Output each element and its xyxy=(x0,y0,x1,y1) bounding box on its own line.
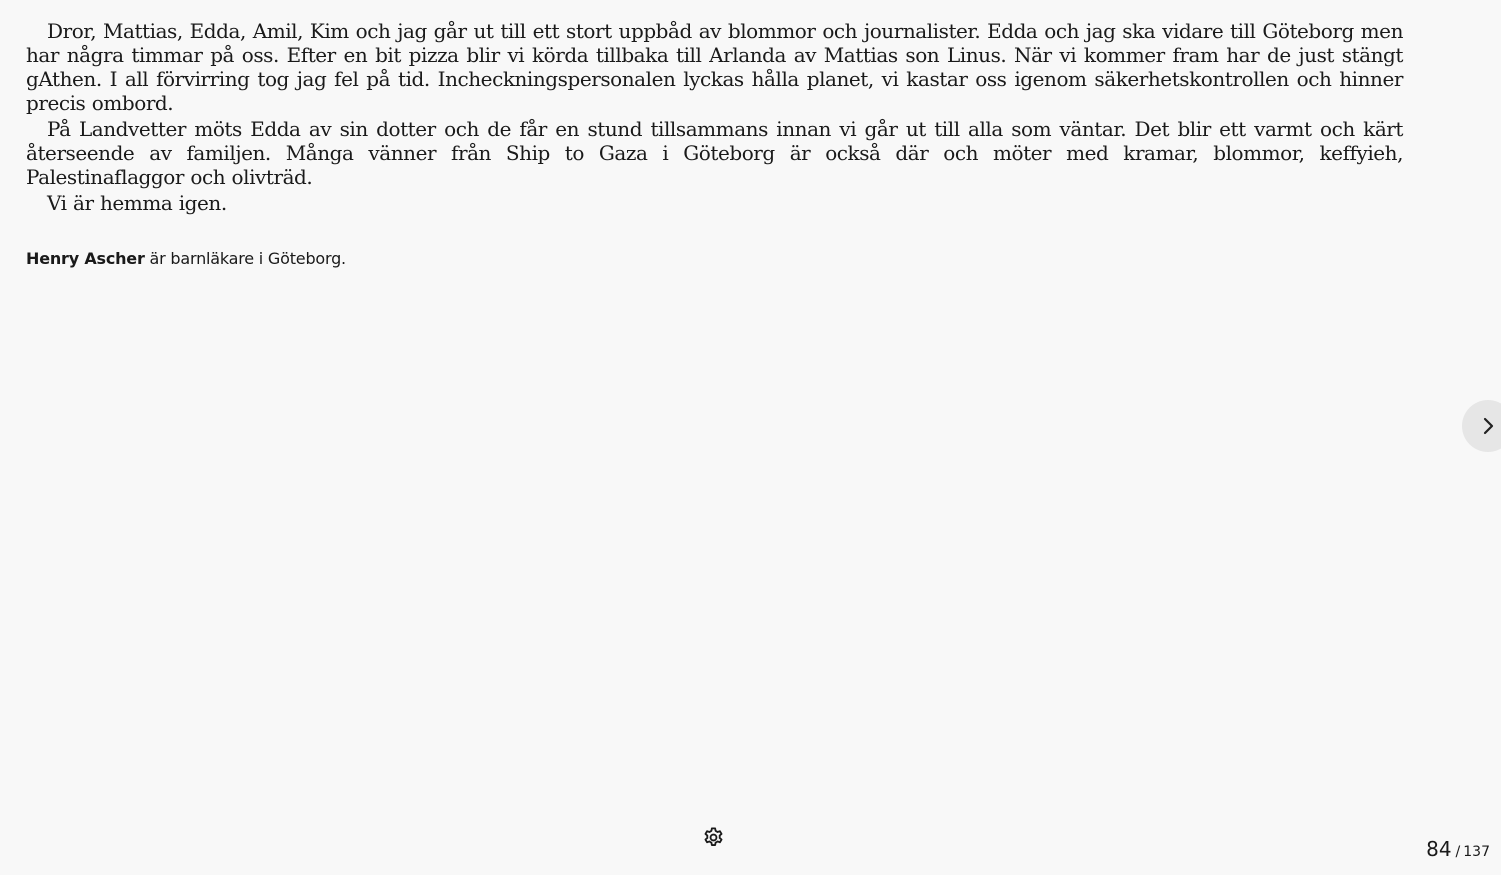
total-pages: 137 xyxy=(1463,844,1490,860)
page-counter xyxy=(1426,837,1490,861)
author-note xyxy=(26,249,1403,269)
next-page-button[interactable] xyxy=(1462,400,1501,452)
chevron-right-icon xyxy=(1480,417,1496,435)
current-page-number: 84 xyxy=(1426,837,1452,861)
article-paragraph: Dror, Mattias, Edda, Amil, Kim och jag går ut till ett stort uppbåd av blommor och journalister. Edda och jag ska vidare till Göteborg men har några timmar på oss. Efter en bit pizza blir vi körda tillbaka till Arlanda av Mattias son Linus. När vi kommer fram har de just stängt gAthen. I all förvirring tog jag fel på tid. Incheckningspersonalen lyckas hålla planet, vi kastar oss igenom säkerhetskontrollen och hinner precis ombord. xyxy=(26,19,1403,115)
author-description: är barnläkare i Göteborg. xyxy=(144,249,346,268)
article-paragraph: På Landvetter möts Edda av sin dotter och de får en stund tillsammans innan vi går ut till alla som väntar. Det blir ett varmt och kärt återseende av familjen. Många vänner från Ship to Gaza i Göteborg är också där och möter med kramar, blommor, keffyieh, Palestinaflaggor och olivträd. xyxy=(26,117,1403,189)
reader-page xyxy=(26,19,1403,269)
settings-button[interactable] xyxy=(702,826,725,849)
gear-icon xyxy=(702,826,725,849)
article-paragraph: Vi är hemma igen. xyxy=(47,191,227,215)
author-name: Henry Ascher xyxy=(26,249,145,268)
page-separator: / xyxy=(1455,844,1461,860)
